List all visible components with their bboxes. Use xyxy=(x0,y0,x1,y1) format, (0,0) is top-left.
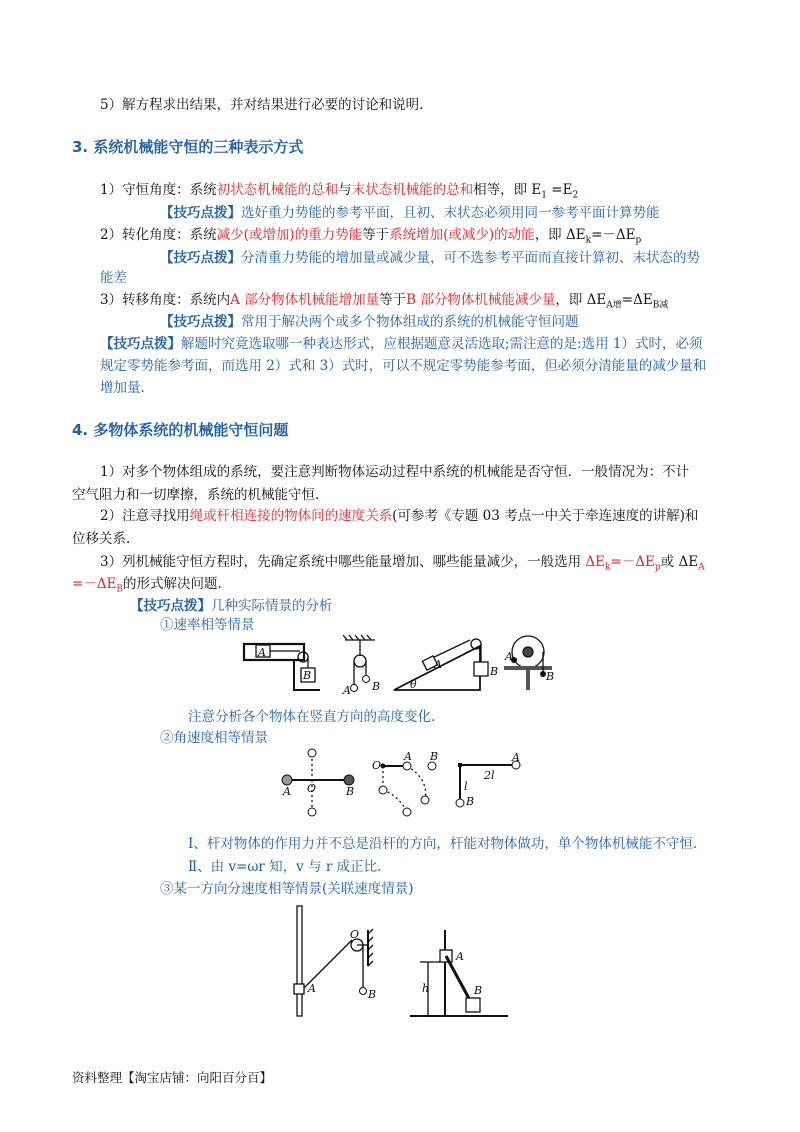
text: =ΔE xyxy=(621,292,653,308)
scenario-1-title: ①速率相等情景 xyxy=(160,617,255,633)
label-b: B xyxy=(546,670,555,683)
text: =－ΔE xyxy=(591,227,636,243)
tip-text: 常用于解决两个或多个物体组成的系统的机械能守恒问题 xyxy=(241,314,579,330)
tip-label: 【技巧点拨】 xyxy=(160,250,241,266)
sec3-tip-4-line-2: 规定零势能参考面，而选用 2）式和 3）式时，可以不规定零势能参考面，但必须分清能量的减少量和 xyxy=(100,358,707,374)
section-3-title: 3. 系统机械能守恒的三种表示方式 xyxy=(72,138,304,156)
highlight: 减少(或增加)的重力势能 xyxy=(216,227,363,243)
label-a: A xyxy=(308,982,316,995)
label-a: A xyxy=(283,785,291,798)
highlight: 绳或杆相连接的物体间的速度关系 xyxy=(189,508,393,524)
label-o: O xyxy=(307,782,317,795)
scenario-2-note-1: Ⅰ、杆对物体的作用力并不总是沿杆的方向，杆能对物体做功，单个物体机械能不守恒. xyxy=(188,836,698,852)
label-a: A xyxy=(505,650,513,663)
sec4-p1: 1）对多个物体组成的系统，要注意判断物体运动过程中系统的机械能是否守恒．一般情况为：不计 xyxy=(100,464,690,480)
label-b: B xyxy=(430,750,439,763)
label-a: A xyxy=(434,658,442,671)
sub: B xyxy=(116,584,124,595)
scenario-1-note: 注意分析各个物体在竖直方向的高度变化. xyxy=(188,709,436,725)
text: 与 xyxy=(338,182,352,198)
label-h: h xyxy=(422,982,430,995)
sec3-tip-4-line-3: 增加量. xyxy=(100,380,145,396)
label-b: B xyxy=(474,984,483,997)
highlight: 初状态机械能的总和 xyxy=(216,182,339,198)
text: 等于 xyxy=(379,292,407,308)
sub: 1 xyxy=(541,190,547,201)
label-o: O xyxy=(350,928,360,941)
sub: A增 xyxy=(606,300,622,311)
highlight: 系统增加(或减少)的动能 xyxy=(389,227,535,243)
text: 3）转移角度：系统内 xyxy=(100,292,231,308)
text: 2）注意寻找用 xyxy=(100,508,190,524)
label-b: B xyxy=(372,680,381,693)
scenario-2-note-2: Ⅱ、由 v=ωr 知，v 与 r 成正比. xyxy=(188,859,382,875)
sub: 2 xyxy=(572,190,579,201)
sub: A xyxy=(698,562,705,573)
tip-text: 解题时究竟选取哪一种表达形式，应根据题意灵活选取;需注意的是:选用 1）式时，必须 xyxy=(181,336,703,352)
label-a: A xyxy=(512,751,520,764)
footer: 资料整理【淘宝店铺：向阳百分百】 xyxy=(72,1070,273,1085)
label-2l: 2l xyxy=(484,769,495,782)
text: ，即 ΔE xyxy=(555,292,607,308)
sec4-p1-cont: 空气阻力和一切摩擦，系统的机械能守恒. xyxy=(72,487,320,503)
text: 相等，即 E xyxy=(473,182,542,198)
label-theta: θ xyxy=(410,678,417,691)
step-5: 5）解方程求出结果，并对结果进行必要的讨论和说明. xyxy=(100,97,424,113)
text: =E xyxy=(546,182,573,198)
label-a: A xyxy=(343,684,351,697)
label-a: A xyxy=(456,950,464,963)
text: 等于 xyxy=(362,227,390,243)
text: 的形式解决问题. xyxy=(123,576,222,592)
sub: p xyxy=(654,562,661,573)
text: 2）转化角度：系统 xyxy=(100,227,217,243)
sub: k xyxy=(605,562,611,573)
sub: p xyxy=(635,235,642,246)
label-o: O xyxy=(372,759,382,772)
text: =－ΔE xyxy=(610,554,655,570)
label-l: l xyxy=(464,780,468,793)
text: 3）列机械能守恒方程时，先确定系统中哪些能量增加、哪些能量减少，一般选用 xyxy=(100,554,586,570)
scenario-3-title: ③某一方向分速度相等情景(关联速度情景) xyxy=(160,881,414,897)
sec3-tip-2-cont: 能差 xyxy=(100,270,127,286)
text: (可参考《专题 03 考点一中关于牵连速度的讲解)和 xyxy=(392,508,699,524)
tip-text: 几种实际情景的分析 xyxy=(211,598,333,614)
text: ，即 ΔE xyxy=(534,227,586,243)
highlight: A 部分物体机械能增加量 xyxy=(230,292,380,308)
label-a: A xyxy=(258,646,266,659)
tip-text: 分清重力势能的增加量或减少量，可不选参考平面而直接计算初、末状态的势 xyxy=(241,250,700,266)
tip-label: 【技巧点拨】 xyxy=(160,205,241,221)
sub: B减 xyxy=(652,300,669,311)
tip-label: 【技巧点拨】 xyxy=(100,336,181,352)
text: ΔE xyxy=(585,554,605,570)
tip-text: 选好重力势能的参考平面，且初、末状态必须用同一参考平面计算势能 xyxy=(241,205,660,221)
tip-label: 【技巧点拨】 xyxy=(160,314,241,330)
text: =－ΔE xyxy=(72,576,117,592)
sub: k xyxy=(585,235,592,246)
text: 或 ΔE xyxy=(660,554,699,570)
scenario-2-title: ②角速度相等情景 xyxy=(160,730,268,746)
label-b: B xyxy=(368,988,377,1001)
label-a: A xyxy=(404,750,412,763)
highlight: 末状态机械能的总和 xyxy=(351,182,474,198)
label-b: B xyxy=(490,665,499,678)
sec4-p2-cont: 位移关系. xyxy=(72,531,131,547)
label-b: B xyxy=(346,785,355,798)
text: 1）守恒角度：系统 xyxy=(100,182,217,198)
label-b: B xyxy=(466,795,475,808)
section-4-title: 4. 多物体系统的机械能守恒问题 xyxy=(72,421,289,439)
tip-label: 【技巧点拨】 xyxy=(130,598,211,614)
highlight: B 部分物体机械能减少量 xyxy=(406,292,556,308)
label-b: B xyxy=(303,669,312,682)
